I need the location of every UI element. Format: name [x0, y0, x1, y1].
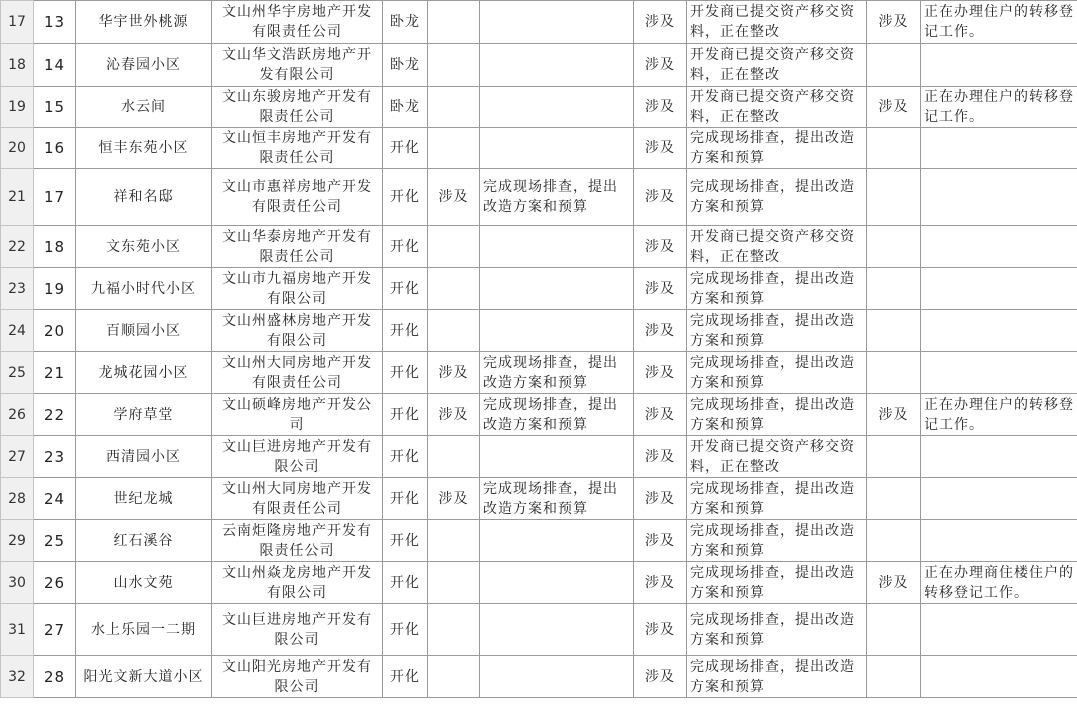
issue3-progress-cell[interactable]: 正在办理住户的转移登记工作。	[921, 394, 1077, 436]
issue3-progress-cell[interactable]	[921, 520, 1077, 562]
area-cell[interactable]: 开化	[383, 604, 428, 656]
developer-cell[interactable]: 文山阳光房地产开发有限公司	[212, 656, 383, 698]
seq-cell[interactable]: 18	[34, 226, 76, 268]
issue1-progress-cell[interactable]: 完成现场排查，提出改造方案和预算	[480, 169, 634, 226]
area-cell[interactable]: 开化	[383, 226, 428, 268]
issue3-flag-cell[interactable]	[867, 520, 921, 562]
issue3-flag-cell[interactable]	[867, 352, 921, 394]
area-cell[interactable]: 开化	[383, 169, 428, 226]
issue3-flag-cell[interactable]	[867, 436, 921, 478]
issue1-progress-cell[interactable]	[480, 226, 634, 268]
issue2-progress-cell[interactable]: 完成现场排查，提出改造方案和预算	[687, 128, 867, 169]
developer-cell[interactable]: 文山华泰房地产开发有限责任公司	[212, 226, 383, 268]
issue3-flag-cell[interactable]	[867, 310, 921, 352]
seq-cell[interactable]: 17	[34, 169, 76, 226]
issue2-progress-cell[interactable]: 完成现场排查，提出改造方案和预算	[687, 268, 867, 310]
issue1-progress-cell[interactable]	[480, 268, 634, 310]
issue3-progress-cell[interactable]	[921, 478, 1077, 520]
issue3-progress-cell[interactable]	[921, 268, 1077, 310]
issue2-flag-cell[interactable]: 涉及	[634, 1, 687, 44]
project-name-cell[interactable]: 龙城花园小区	[76, 352, 212, 394]
issue2-progress-cell[interactable]: 完成现场排查，提出改造方案和预算	[687, 520, 867, 562]
issue3-progress-cell[interactable]: 正在办理住户的转移登记工作。	[921, 87, 1077, 128]
issue1-progress-cell[interactable]	[480, 128, 634, 169]
issue1-progress-cell[interactable]	[480, 310, 634, 352]
area-cell[interactable]: 开化	[383, 128, 428, 169]
issue1-flag-cell[interactable]	[428, 310, 480, 352]
developer-cell[interactable]: 文山州大同房地产开发有限责任公司	[212, 352, 383, 394]
issue3-progress-cell[interactable]: 正在办理住户的转移登记工作。	[921, 1, 1077, 44]
issue3-progress-cell[interactable]	[921, 656, 1077, 698]
issue2-progress-cell[interactable]: 开发商已提交资产移交资料，正在整改	[687, 226, 867, 268]
table-row	[1, 310, 1077, 352]
developer-cell[interactable]: 文山恒丰房地产开发有限责任公司	[212, 128, 383, 169]
table-row	[1, 656, 1077, 698]
issue3-progress-cell[interactable]	[921, 436, 1077, 478]
row-header[interactable]: 22	[1, 226, 34, 268]
seq-cell[interactable]: 14	[34, 44, 76, 87]
issue1-flag-cell[interactable]	[428, 226, 480, 268]
table-row	[1, 87, 1077, 128]
issue2-progress-cell[interactable]: 开发商已提交资产移交资料，正在整改	[687, 87, 867, 128]
developer-cell[interactable]: 文山州盛林房地产开发有限公司	[212, 310, 383, 352]
seq-cell[interactable]: 27	[34, 604, 76, 656]
issue2-progress-cell[interactable]: 开发商已提交资产移交资料，正在整改	[687, 436, 867, 478]
table-row	[1, 562, 1077, 604]
project-name-cell[interactable]: 水云间	[76, 87, 212, 128]
issue2-flag-cell[interactable]: 涉及	[634, 44, 687, 87]
area-cell[interactable]: 开化	[383, 352, 428, 394]
issue3-flag-cell[interactable]	[867, 226, 921, 268]
row-header[interactable]: 28	[1, 478, 34, 520]
area-cell[interactable]: 开化	[383, 478, 428, 520]
row-header[interactable]: 20	[1, 128, 34, 169]
table-row	[1, 478, 1077, 520]
seq-cell[interactable]: 21	[34, 352, 76, 394]
issue2-flag-cell[interactable]: 涉及	[634, 128, 687, 169]
issue1-flag-cell[interactable]	[428, 1, 480, 44]
issue2-progress-cell[interactable]: 完成现场排查，提出改造方案和预算	[687, 169, 867, 226]
area-cell[interactable]: 开化	[383, 656, 428, 698]
issue1-flag-cell[interactable]	[428, 656, 480, 698]
issue3-flag-cell[interactable]: 涉及	[867, 562, 921, 604]
issue1-progress-cell[interactable]	[480, 656, 634, 698]
issue2-progress-cell[interactable]: 开发商已提交资产移交资料，正在整改	[687, 1, 867, 44]
developer-cell[interactable]: 文山巨进房地产开发有限公司	[212, 604, 383, 656]
project-name-cell[interactable]: 阳光文新大道小区	[76, 656, 212, 698]
row-header[interactable]: 29	[1, 520, 34, 562]
row-header[interactable]: 19	[1, 87, 34, 128]
row-header[interactable]: 23	[1, 268, 34, 310]
table-row	[1, 436, 1077, 478]
issue2-progress-cell[interactable]: 完成现场排查，提出改造方案和预算	[687, 394, 867, 436]
issue3-flag-cell[interactable]	[867, 478, 921, 520]
issue1-progress-cell[interactable]	[480, 87, 634, 128]
issue1-flag-cell[interactable]	[428, 436, 480, 478]
project-name-cell[interactable]: 华宇世外桃源	[76, 1, 212, 44]
issue3-flag-cell[interactable]	[867, 169, 921, 226]
project-name-cell[interactable]: 恒丰东苑小区	[76, 128, 212, 169]
seq-cell[interactable]: 28	[34, 656, 76, 698]
seq-cell[interactable]: 25	[34, 520, 76, 562]
issue3-flag-cell[interactable]	[867, 656, 921, 698]
table-row	[1, 352, 1077, 394]
area-cell[interactable]: 开化	[383, 520, 428, 562]
table-row	[1, 169, 1077, 226]
issue2-progress-cell[interactable]: 完成现场排查，提出改造方案和预算	[687, 656, 867, 698]
area-cell[interactable]: 开化	[383, 562, 428, 604]
issue3-flag-cell[interactable]	[867, 44, 921, 87]
issue3-progress-cell[interactable]	[921, 604, 1077, 656]
issue3-progress-cell[interactable]	[921, 44, 1077, 87]
issue1-progress-cell[interactable]: 完成现场排查，提出改造方案和预算	[480, 352, 634, 394]
issue1-progress-cell[interactable]: 完成现场排查，提出改造方案和预算	[480, 478, 634, 520]
issue1-progress-cell[interactable]	[480, 604, 634, 656]
issue1-progress-cell[interactable]	[480, 562, 634, 604]
issue3-flag-cell[interactable]	[867, 268, 921, 310]
issue2-flag-cell[interactable]: 涉及	[634, 520, 687, 562]
project-name-cell[interactable]: 山水文苑	[76, 562, 212, 604]
issue2-flag-cell[interactable]: 涉及	[634, 436, 687, 478]
project-name-cell[interactable]: 祥和名邸	[76, 169, 212, 226]
row-header[interactable]: 18	[1, 44, 34, 87]
row-header[interactable]: 26	[1, 394, 34, 436]
table-row	[1, 128, 1077, 169]
issue3-progress-cell[interactable]	[921, 352, 1077, 394]
issue1-progress-cell[interactable]: 完成现场排查，提出改造方案和预算	[480, 394, 634, 436]
seq-cell[interactable]: 13	[34, 1, 76, 44]
area-cell[interactable]: 卧龙	[383, 44, 428, 87]
issue1-flag-cell[interactable]	[428, 44, 480, 87]
issue3-progress-cell[interactable]: 正在办理商住楼住户的转移登记工作。	[921, 562, 1077, 604]
area-cell[interactable]: 开化	[383, 436, 428, 478]
project-name-cell[interactable]: 九福小时代小区	[76, 268, 212, 310]
area-cell[interactable]: 卧龙	[383, 1, 428, 44]
project-name-cell[interactable]: 文东苑小区	[76, 226, 212, 268]
issue2-flag-cell[interactable]: 涉及	[634, 562, 687, 604]
issue1-flag-cell[interactable]	[428, 268, 480, 310]
area-cell[interactable]: 卧龙	[383, 87, 428, 128]
issue1-flag-cell[interactable]: 涉及	[428, 169, 480, 226]
table-row	[1, 226, 1077, 268]
row-header[interactable]: 17	[1, 1, 34, 44]
area-cell[interactable]: 开化	[383, 268, 428, 310]
seq-cell[interactable]: 19	[34, 268, 76, 310]
area-cell[interactable]: 开化	[383, 310, 428, 352]
issue2-flag-cell[interactable]: 涉及	[634, 478, 687, 520]
table-row	[1, 604, 1077, 656]
issue2-flag-cell[interactable]: 涉及	[634, 169, 687, 226]
issue1-progress-cell[interactable]	[480, 1, 634, 44]
developer-cell[interactable]: 文山市九福房地产开发有限公司	[212, 268, 383, 310]
issue1-progress-cell[interactable]	[480, 44, 634, 87]
table-row	[1, 394, 1077, 436]
seq-cell[interactable]: 22	[34, 394, 76, 436]
issue1-flag-cell[interactable]: 涉及	[428, 478, 480, 520]
row-header[interactable]: 31	[1, 604, 34, 656]
issue2-flag-cell[interactable]: 涉及	[634, 394, 687, 436]
issue3-progress-cell[interactable]	[921, 226, 1077, 268]
issue1-flag-cell[interactable]	[428, 520, 480, 562]
row-header[interactable]: 25	[1, 352, 34, 394]
table-row	[1, 1, 1077, 44]
issue2-progress-cell[interactable]: 完成现场排查，提出改造方案和预算	[687, 604, 867, 656]
seq-cell[interactable]: 26	[34, 562, 76, 604]
table-row	[1, 44, 1077, 87]
developer-cell[interactable]: 文山东骏房地产开发有限责任公司	[212, 87, 383, 128]
issue2-flag-cell[interactable]: 涉及	[634, 352, 687, 394]
issue2-flag-cell[interactable]: 涉及	[634, 87, 687, 128]
row-header[interactable]: 30	[1, 562, 34, 604]
project-name-cell[interactable]: 红石溪谷	[76, 520, 212, 562]
developer-cell[interactable]: 文山州华宇房地产开发有限责任公司	[212, 1, 383, 44]
developer-cell[interactable]: 云南炬隆房地产开发有限责任公司	[212, 520, 383, 562]
issue2-flag-cell[interactable]: 涉及	[634, 226, 687, 268]
issue1-progress-cell[interactable]	[480, 520, 634, 562]
issue1-flag-cell[interactable]	[428, 128, 480, 169]
issue1-flag-cell[interactable]	[428, 604, 480, 656]
area-cell[interactable]: 开化	[383, 394, 428, 436]
table-body	[1, 1, 1077, 698]
issue1-flag-cell[interactable]: 涉及	[428, 394, 480, 436]
issue3-flag-cell[interactable]	[867, 604, 921, 656]
issue1-flag-cell[interactable]	[428, 562, 480, 604]
row-header[interactable]: 32	[1, 656, 34, 698]
issue2-flag-cell[interactable]: 涉及	[634, 656, 687, 698]
issue3-flag-cell[interactable]: 涉及	[867, 87, 921, 128]
developer-cell[interactable]: 文山市惠祥房地产开发有限责任公司	[212, 169, 383, 226]
issue3-flag-cell[interactable]	[867, 128, 921, 169]
issue2-flag-cell[interactable]: 涉及	[634, 268, 687, 310]
developer-cell[interactable]: 文山巨进房地产开发有限公司	[212, 436, 383, 478]
issue2-progress-cell[interactable]: 完成现场排查，提出改造方案和预算	[687, 352, 867, 394]
project-name-cell[interactable]: 水上乐园一二期	[76, 604, 212, 656]
issue2-flag-cell[interactable]: 涉及	[634, 604, 687, 656]
seq-cell[interactable]: 16	[34, 128, 76, 169]
issue3-progress-cell[interactable]	[921, 128, 1077, 169]
table-row	[1, 268, 1077, 310]
issue2-progress-cell[interactable]: 开发商已提交资产移交资料，正在整改	[687, 44, 867, 87]
seq-cell[interactable]: 23	[34, 436, 76, 478]
project-name-cell[interactable]: 沁春园小区	[76, 44, 212, 87]
developer-cell[interactable]: 文山华文浩跃房地产开发有限公司	[212, 44, 383, 87]
seq-cell[interactable]: 15	[34, 87, 76, 128]
row-header[interactable]: 24	[1, 310, 34, 352]
project-name-cell[interactable]: 世纪龙城	[76, 478, 212, 520]
developer-cell[interactable]: 文山州焱龙房地产开发有限公司	[212, 562, 383, 604]
seq-cell[interactable]: 24	[34, 478, 76, 520]
developer-cell[interactable]: 文山州大同房地产开发有限责任公司	[212, 478, 383, 520]
issue3-flag-cell[interactable]: 涉及	[867, 1, 921, 44]
issue2-flag-cell[interactable]: 涉及	[634, 310, 687, 352]
project-name-cell[interactable]: 百顺园小区	[76, 310, 212, 352]
row-header[interactable]: 21	[1, 169, 34, 226]
issue2-progress-cell[interactable]: 完成现场排查，提出改造方案和预算	[687, 310, 867, 352]
issue3-flag-cell[interactable]: 涉及	[867, 394, 921, 436]
table-row	[1, 520, 1077, 562]
developer-cell[interactable]: 文山硕峰房地产开发公司	[212, 394, 383, 436]
issue3-progress-cell[interactable]	[921, 169, 1077, 226]
row-header[interactable]: 27	[1, 436, 34, 478]
issue3-progress-cell[interactable]	[921, 310, 1077, 352]
issue1-flag-cell[interactable]: 涉及	[428, 352, 480, 394]
issue1-progress-cell[interactable]	[480, 436, 634, 478]
issue2-progress-cell[interactable]: 完成现场排查，提出改造方案和预算	[687, 562, 867, 604]
issue1-flag-cell[interactable]	[428, 87, 480, 128]
seq-cell[interactable]: 20	[34, 310, 76, 352]
issue2-progress-cell[interactable]: 完成现场排查，提出改造方案和预算	[687, 478, 867, 520]
project-name-cell[interactable]: 西清园小区	[76, 436, 212, 478]
project-name-cell[interactable]: 学府草堂	[76, 394, 212, 436]
